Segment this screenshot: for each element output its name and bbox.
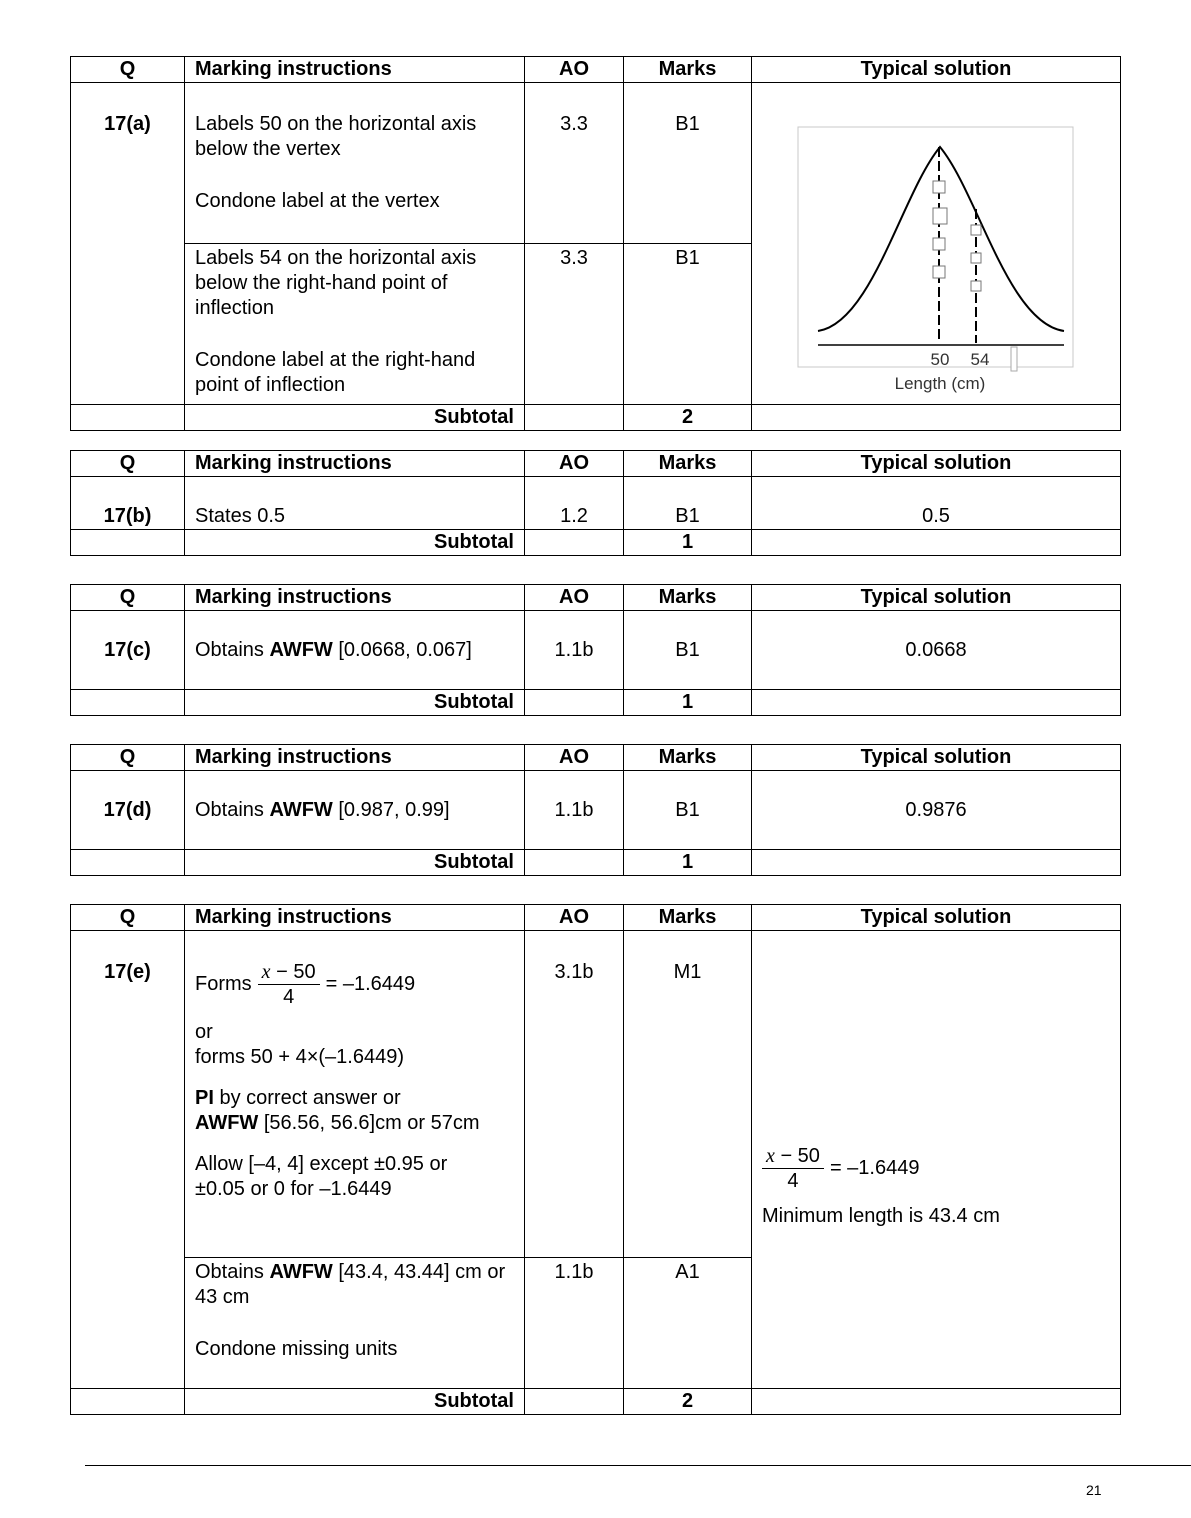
instruction-note: Condone label at the right-hand point of inflection (195, 349, 476, 396)
ao-value: 3.3 (525, 244, 624, 405)
typical-solution: 0.5 (752, 477, 1121, 530)
handle-icon (971, 281, 981, 291)
subtotal-value: 1 (624, 530, 752, 556)
marking-instruction (185, 83, 525, 244)
handle-icon (933, 238, 945, 250)
header-marks: Marks (624, 905, 752, 931)
header-marking-instructions: Marking instructions (185, 905, 525, 931)
fraction: $\frac{x - 50}{4}$ (762, 1144, 824, 1193)
mark-table-17d (70, 744, 1121, 876)
page-number: 21 (1086, 1482, 1102, 1498)
allow-note-1: Allow [–4, 4] except ±0.95 or (195, 1153, 448, 1175)
x-axis-label: Length (cm) (894, 374, 986, 393)
pi-note: PI by correct answer or (195, 1087, 401, 1109)
subtotal-row (71, 530, 1121, 556)
marking-instruction: Obtains AWFW [0.987, 0.99] (185, 771, 525, 850)
footer-divider (85, 1465, 1191, 1466)
subtotal-value: 1 (624, 690, 752, 716)
subtotal-label: Subtotal (185, 850, 525, 876)
ao-value: 1.1b (525, 771, 624, 850)
header-typical-solution: Typical solution (752, 585, 1121, 611)
header-marking-instructions: Marking instructions (185, 745, 525, 771)
handle-icon (933, 208, 947, 224)
mark-table-17e (70, 904, 1121, 1415)
normal-curve-figure (752, 83, 1121, 397)
question-number: 17(c) (71, 611, 185, 690)
typical-solution (752, 931, 1121, 1389)
subtotal-value: 1 (624, 850, 752, 876)
marking-instruction (185, 931, 525, 1258)
question-number: 17(a) (71, 83, 185, 405)
instruction-text: Obtains AWFW [43.4, 43.44] cm or 43 cm (195, 1261, 506, 1308)
awfw-note: AWFW [56.56, 56.6]cm or 57cm (195, 1112, 480, 1134)
table-row (71, 477, 1121, 530)
table-row (71, 611, 1121, 690)
marks-value: A1 (624, 1258, 752, 1389)
mark-table-17b (70, 450, 1121, 556)
solution-equation: $\frac{x - 50}{4}$ = –1.6449 (762, 1144, 1110, 1204)
instruction-text: Labels 50 on the horizontal axis below the vertex (195, 113, 477, 160)
handle-icon (933, 266, 945, 278)
table-header (71, 905, 1121, 931)
header-marks: Marks (624, 745, 752, 771)
header-marking-instructions: Marking instructions (185, 451, 525, 477)
mark-table-17a (70, 56, 1121, 431)
typical-solution-figure (752, 83, 1121, 405)
forms-equation: Forms $\frac{x - 50}{4}$ = –1.6449 (195, 961, 416, 1008)
handle-icon (1011, 347, 1017, 371)
header-typical-solution: Typical solution (752, 451, 1121, 477)
header-q: Q (71, 745, 185, 771)
header-typical-solution: Typical solution (752, 905, 1121, 931)
instruction-note: Condone missing units (195, 1338, 398, 1360)
header-ao: AO (525, 745, 624, 771)
subtotal-label: Subtotal (185, 690, 525, 716)
marks-value: B1 (624, 244, 752, 405)
subtotal-row (71, 405, 1121, 431)
marking-instruction: States 0.5 (185, 477, 525, 530)
header-q: Q (71, 451, 185, 477)
marks-value: B1 (624, 83, 752, 244)
subtotal-label: Subtotal (185, 405, 525, 431)
header-marks: Marks (624, 451, 752, 477)
marking-instruction: Obtains AWFW [0.0668, 0.067] (185, 611, 525, 690)
marks-value: B1 (624, 611, 752, 690)
handle-icon (971, 225, 981, 235)
instruction-note: Condone label at the vertex (195, 190, 440, 212)
minimum-length: Minimum length is 43.4 cm (762, 1205, 1000, 1227)
header-q: Q (71, 57, 185, 83)
typical-solution: 0.9876 (752, 771, 1121, 850)
table-header (71, 745, 1121, 771)
tick-label-54: 54 (970, 350, 990, 369)
subtotal-row (71, 1389, 1121, 1415)
table-row (71, 771, 1121, 850)
forms-alt: forms 50 + 4×(–1.6449) (195, 1046, 405, 1068)
header-marks: Marks (624, 57, 752, 83)
ao-value: 3.3 (525, 83, 624, 244)
header-typical-solution: Typical solution (752, 57, 1121, 83)
header-marking-instructions: Marking instructions (185, 585, 525, 611)
marks-value: M1 (624, 931, 752, 1258)
header-q: Q (71, 905, 185, 931)
subtotal-value: 2 (624, 405, 752, 431)
ao-value: 3.1b (525, 931, 624, 1258)
subtotal-value: 2 (624, 1389, 752, 1415)
table-row (71, 931, 1121, 1258)
header-q: Q (71, 585, 185, 611)
header-ao: AO (525, 57, 624, 83)
table-row (71, 83, 1121, 244)
subtotal-row (71, 850, 1121, 876)
subtotal-label: Subtotal (185, 530, 525, 556)
table-header (71, 57, 1121, 83)
allow-note-2: ±0.05 or 0 for –1.6449 (195, 1178, 392, 1200)
subtotal-label: Subtotal (185, 1389, 525, 1415)
table-header (71, 451, 1121, 477)
table-header (71, 585, 1121, 611)
question-number: 17(b) (71, 477, 185, 530)
subtotal-row (71, 690, 1121, 716)
typical-solution: 0.0668 (752, 611, 1121, 690)
header-typical-solution: Typical solution (752, 745, 1121, 771)
marks-value: B1 (624, 477, 752, 530)
header-ao: AO (525, 451, 624, 477)
instruction-text: Labels 54 on the horizontal axis below the right-hand point of inflection (195, 247, 477, 319)
tick-label-50: 50 (930, 350, 950, 369)
ao-value: 1.1b (525, 1258, 624, 1389)
handle-icon (933, 181, 945, 193)
ao-value: 1.2 (525, 477, 624, 530)
mark-table-17c (70, 584, 1121, 716)
handle-icon (971, 253, 981, 263)
question-number: 17(e) (71, 931, 185, 1389)
question-number: 17(d) (71, 771, 185, 850)
header-marking-instructions: Marking instructions (185, 57, 525, 83)
ao-value: 1.1b (525, 611, 624, 690)
or-text: or (195, 1021, 213, 1043)
marking-instruction (185, 1258, 525, 1389)
header-ao: AO (525, 905, 624, 931)
header-ao: AO (525, 585, 624, 611)
marks-value: B1 (624, 771, 752, 850)
header-marks: Marks (624, 585, 752, 611)
fraction: $\frac{x - 50}{4}$ (258, 960, 320, 1009)
marking-instruction (185, 244, 525, 405)
